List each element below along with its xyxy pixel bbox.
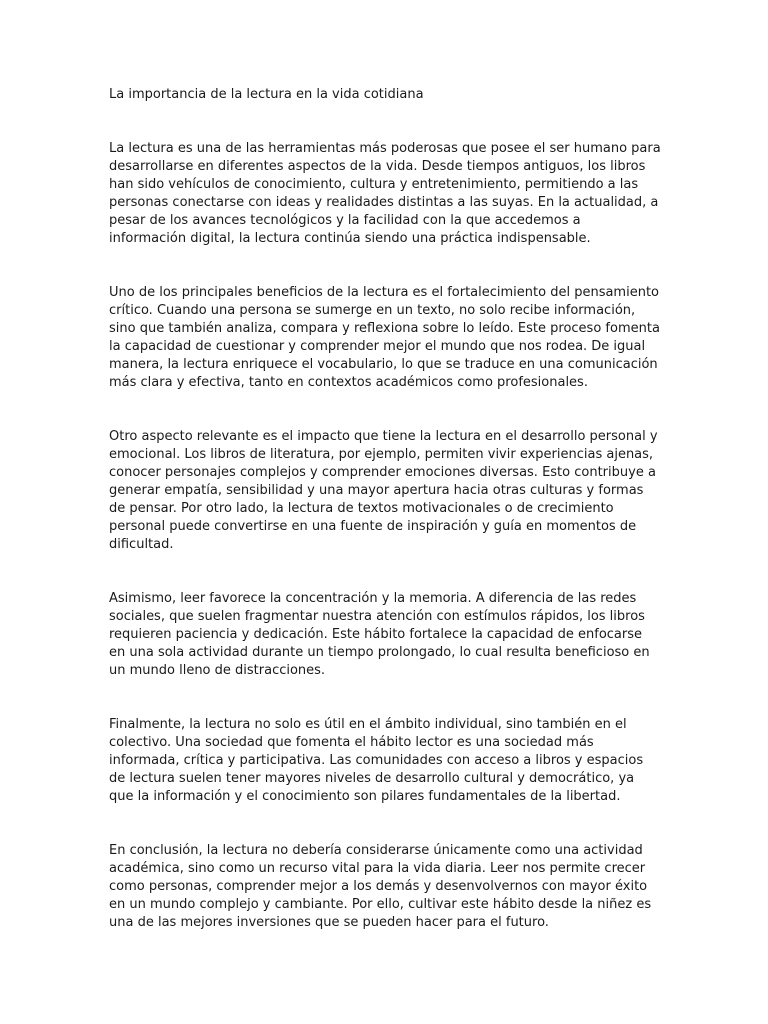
paragraph-6: En conclusión, la lectura no debería considerarse únicamente como una actividad académica, sino como un recurso vital para la vida diaria. Leer nos permite crecer como personas, comprender mejor a los demás y desenvolvernos con mayor éxito en un mundo complejo y cambiante. Por ello, cultivar este hábito desde la niñez es una de las mejores inversiones que se pueden hacer para el futuro. xyxy=(109,843,652,930)
document-body xyxy=(109,86,661,968)
paragraph-1: La lectura es una de las herramientas más poderosas que posee el ser humano para desarrollarse en diferentes aspectos de la vida. Desde tiempos antiguos, los libros han sido vehículos de conocimiento, cultura y entretenimiento, permitiendo a las personas conectarse con ideas y realidades distintas a las suyas. En la actualidad, a pesar de los avances tecnológicos y la facilidad con la que accedemos a información digital, la lectura continúa siendo una práctica indispensable. xyxy=(109,141,661,246)
paragraph-3: Otro aspecto relevante es el impacto que tiene la lectura en el desarrollo personal y emocional. Los libros de literatura, por ejemplo, permiten vivir experiencias ajenas, conocer personajes complejos y comprender emociones diversas. Esto contribuye a generar empatía, sensibilidad y una mayor apertura hacia otras culturas y formas de pensar. Por otro lado, la lectura de textos motivacionales o de crecimiento personal puede convertirse en una fuente de inspiración y guía en momentos de dificultad. xyxy=(109,429,658,552)
paragraph-5: Finalmente, la lectura no solo es útil en el ámbito individual, sino también en el colectivo. Una sociedad que fomenta el hábito lector es una sociedad más informada, crítica y participativa. Las comunidades con acceso a libros y espacios de lectura suelen tener mayores niveles de desarrollo cultural y democrático, ya que la información y el conocimiento son pilares fundamentales de la libertad. xyxy=(109,717,644,804)
paragraph-4: Asimismo, leer favorece la concentración y la memoria. A diferencia de las redes sociales, que suelen fragmentar nuestra atención con estímulos rápidos, los libros requieren paciencia y dedicación. Este hábito fortalece la capacidad de enfocarse en una sola actividad durante un tiempo prolongado, lo cual resulta beneficioso en un mundo lleno de distracciones. xyxy=(109,591,650,678)
document-title: La importancia de la lectura en la vida cotidiana xyxy=(109,87,424,102)
paragraph-2: Uno de los principales beneficios de la lectura es el fortalecimiento del pensamiento crítico. Cuando una persona se sumerge en un texto, no solo recibe información, sino que también analiza, compara y reflexiona sobre lo leído. Este proceso fomenta la capacidad de cuestionar y comprender mejor el mundo que nos rodea. De igual manera, la lectura enriquece el vocabulario, lo que se traduce en una comunicación más clara y efectiva, tanto en contextos académicos como profesionales. xyxy=(109,285,660,390)
